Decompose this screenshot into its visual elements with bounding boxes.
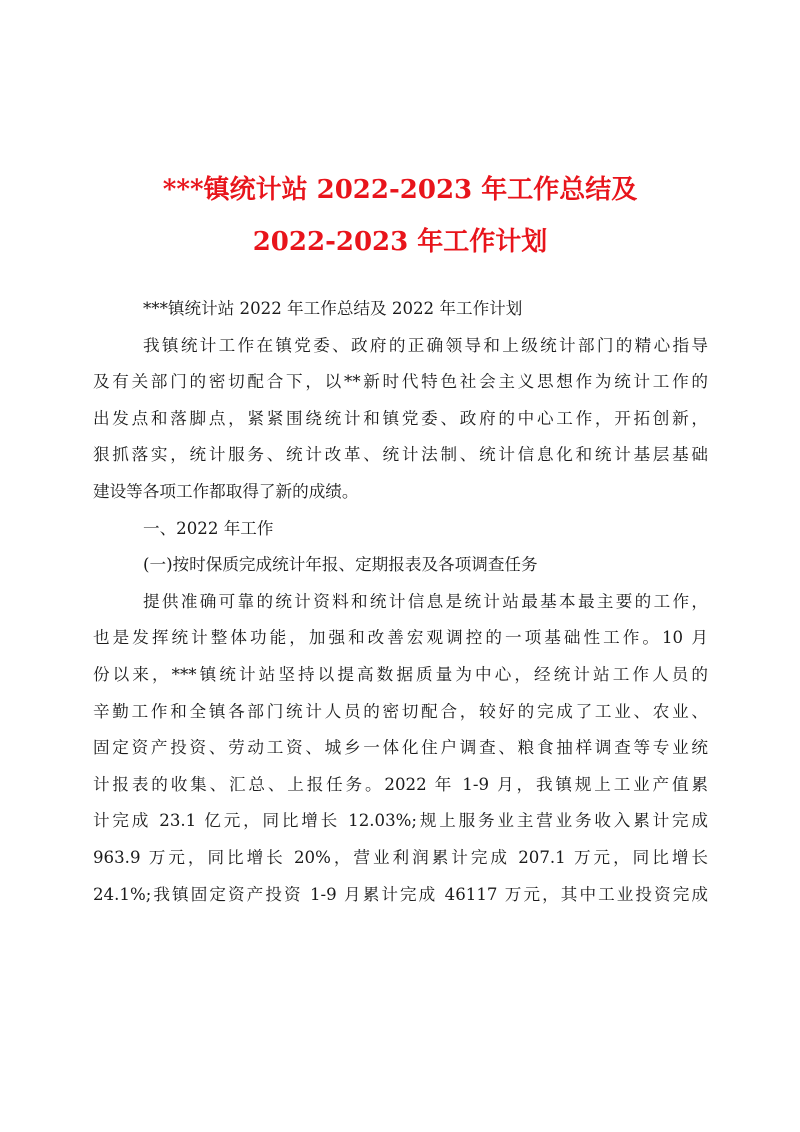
paragraph-line: 出发点和落脚点，紧紧围绕统计和镇党委、政府的中心工作，开拓创新，: [93, 408, 708, 428]
paragraph-line: 24.1%;我镇固定资产投资 1-9 月累计完成 46117 万元，其中工业投资完成: [93, 884, 708, 904]
paragraph-line: 份以来，***镇统计站坚持以提高数据质量为中心，经统计站工作人员的: [93, 664, 708, 684]
subtitle-line: ***镇统计站 2022 年工作总结及 2022 年工作计划: [143, 299, 523, 318]
paragraph-line: 辛勤工作和全镇各部门统计人员的密切配合，较好的完成了工业、农业、: [93, 701, 708, 721]
paragraph-line: 也是发挥统计整体功能，加强和改善宏观调控的一项基础性工作。10 月: [93, 628, 708, 648]
paragraph-line: 我镇统计工作在镇党委、政府的正确领导和上级统计部门的精心指导: [143, 335, 708, 355]
paragraph-line: 狠抓落实，统计服务、统计改革、统计法制、统计信息化和统计基层基础: [93, 445, 708, 465]
paragraph-line: 963.9 万元，同比增长 20%，营业利润累计完成 207.1 万元，同比增长: [93, 847, 708, 867]
document-title-line-1: ***镇统计站 2022-2023 年工作总结及: [162, 175, 638, 205]
paragraph-line: 及有关部门的密切配合下，以**新时代特色社会主义思想作为统计工作的: [93, 372, 708, 392]
document-title-line-2: 2022-2023 年工作计划: [252, 227, 548, 257]
paragraph-line: 计报表的收集、汇总、上报任务。2022 年 1-9 月，我镇规上工业产值累: [93, 774, 708, 794]
paragraph-line: 固定资产投资、劳动工资、城乡一体化住户调查、粮食抽样调查等专业统: [93, 738, 708, 758]
paragraph-line: 提供准确可靠的统计资料和统计信息是统计站最基本最主要的工作，: [143, 591, 708, 611]
document-body: [93, 291, 708, 913]
paragraph-line: 计完成 23.1 亿元，同比增长 12.03%;规上服务业主营业务收入累计完成: [93, 811, 708, 831]
subsection-heading: (一)按时保质完成统计年报、定期报表及各项调查任务: [143, 555, 538, 575]
paragraph-line: 建设等各项工作都取得了新的成绩。: [93, 481, 359, 501]
section-heading: 一、2022 年工作: [143, 518, 274, 538]
